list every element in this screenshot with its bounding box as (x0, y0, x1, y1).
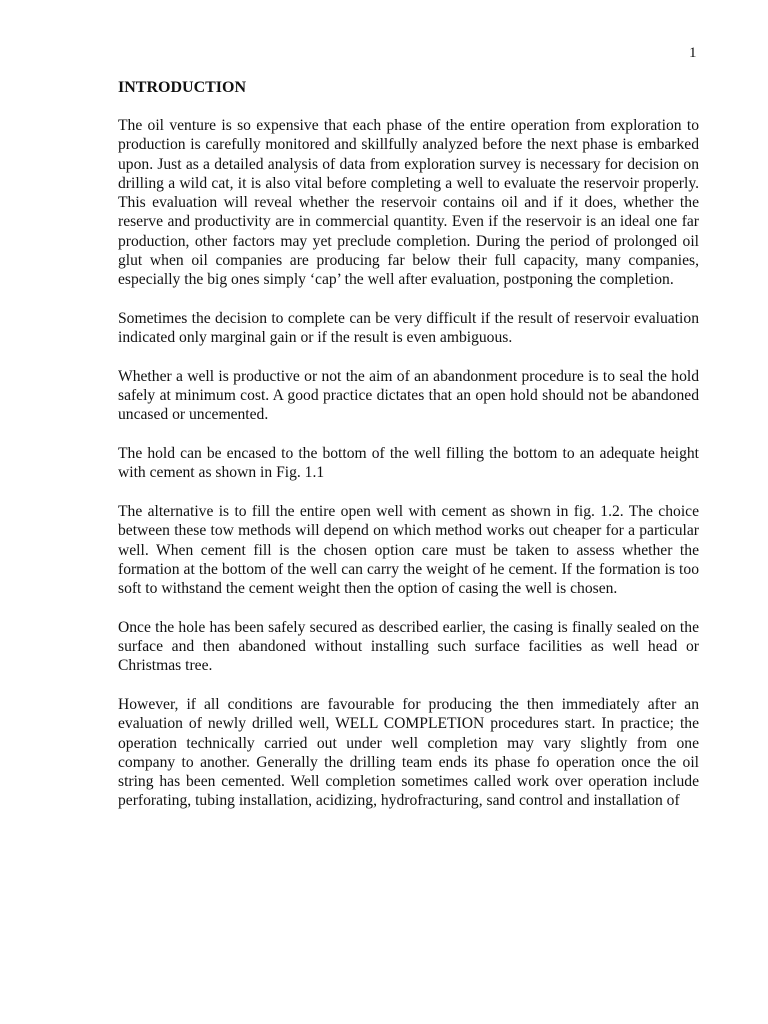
paragraph-1: The oil venture is so expensive that each phase of the entire operation from exploration to production is carefully monitored and skillfully analyzed before the next phase is embarked upon. Just as a detailed analysis of data from exploration survey is necessary for decision on drilling a wild cat, it is also vital before completing a well to evaluate the reservoir properly. This evaluation will reveal whether the reservoir contains oil and if it does, whether the reserve and productivity are in commercial quantity. Even if the reservoir is an ideal one far production, other factors may yet preclude completion. During the period of prolonged oil glut when oil companies are producing far below their full capacity, many companies, especially the big ones simply ‘cap’ the well after evaluation, postponing the completion. (118, 117, 699, 289)
paragraph-7: However, if all conditions are favourable for producing the then immediately after an evaluation of newly drilled well, WELL COMPLETION procedures start. In practice; the operation technically carried out under well completion may vary slightly from one company to another. Generally the drilling team ends its phase fo operation once the oil string has been cemented. Well completion sometimes called work over operation include perforating, tubing installation, acidizing, hydrofracturing, sand control and installation of (118, 695, 699, 810)
paragraph-3: Whether a well is productive or not the aim of an abandonment procedure is to seal the hold safely at minimum cost. A good practice dictates that an open hold should not be abandoned uncased or uncemented. (118, 367, 699, 424)
section-heading: INTRODUCTION (118, 79, 247, 96)
document-body (118, 78, 699, 830)
paragraph-5: The alternative is to fill the entire open well with cement as shown in fig. 1.2. The choice between these tow methods will depend on which method works out cheaper for a particular well. When cement fill is the chosen option care must be taken to assess whether the formation at the bottom of the well can carry the weight of he cement. If the formation is too soft to withstand the cement weight then the option of casing the well is chosen. (118, 502, 699, 598)
paragraph-6: Once the hole has been safely secured as described earlier, the casing is finally sealed on the surface and then abandoned without installing such surface facilities as well head or Christmas tree. (118, 618, 699, 675)
paragraph-2: Sometimes the decision to complete can be very difficult if the result of reservoir evaluation indicated only marginal gain or if the result is even ambiguous. (118, 309, 699, 347)
paragraph-4: The hold can be encased to the bottom of the well filling the bottom to an adequate height with cement as shown in Fig. 1.1 (118, 445, 699, 482)
page-number: 1 (689, 45, 697, 61)
